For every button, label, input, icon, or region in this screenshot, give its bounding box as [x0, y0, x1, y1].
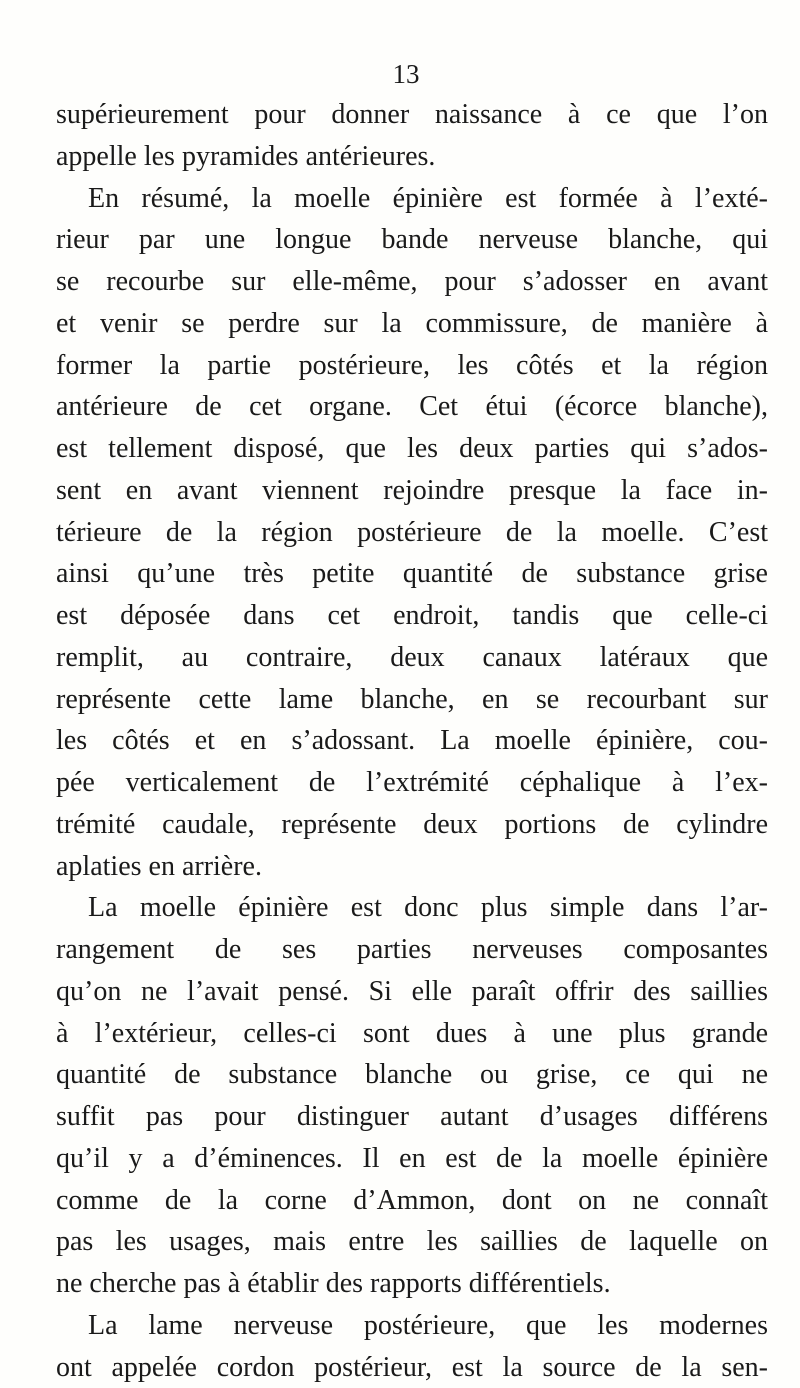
text-line: qu’il y a d’éminences. Il en est de la moelle épinière	[56, 1138, 768, 1180]
text-line: aplaties en arrière.	[56, 846, 768, 888]
text-line: ainsi qu’une très petite quantité de substance grise	[56, 553, 768, 595]
text-line: quantité de substance blanche ou grise, ce qui ne	[56, 1054, 768, 1096]
text-line: les côtés et en s’adossant. La moelle épinière, cou-	[56, 720, 768, 762]
text-line: former la partie postérieure, les côtés et la région	[56, 345, 768, 387]
text-line: se recourbe sur elle-même, pour s’adosser en avant	[56, 261, 768, 303]
text-line: à l’extérieur, celles-ci sont dues à une plus grande	[56, 1013, 768, 1055]
text-line: ne cherche pas à établir des rapports différentiels.	[56, 1263, 768, 1305]
text-line: ont appelée cordon postérieur, est la source de la sen-	[56, 1347, 768, 1388]
text-line: La lame nerveuse postérieure, que les modernes	[56, 1305, 768, 1347]
text-line: La moelle épinière est donc plus simple dans l’ar-	[56, 887, 768, 929]
page-number: 13	[0, 58, 800, 90]
text-line: est déposée dans cet endroit, tandis que celle-ci	[56, 595, 768, 637]
text-line: rieur par une longue bande nerveuse blanche, qui	[56, 219, 768, 261]
text-line: rangement de ses parties nerveuses composantes	[56, 929, 768, 971]
text-line: appelle les pyramides antérieures.	[56, 136, 768, 178]
text-line: représente cette lame blanche, en se recourbant sur	[56, 679, 768, 721]
text-line: sent en avant viennent rejoindre presque la face in-	[56, 470, 768, 512]
text-line: qu’on ne l’avait pensé. Si elle paraît offrir des saillies	[56, 971, 768, 1013]
text-line: trémité caudale, représente deux portions de cylindre	[56, 804, 768, 846]
text-line: antérieure de cet organe. Cet étui (écorce blanche),	[56, 386, 768, 428]
text-line: suffit pas pour distinguer autant d’usages différens	[56, 1096, 768, 1138]
text-line: comme de la corne d’Ammon, dont on ne connaît	[56, 1180, 768, 1222]
text-line: remplit, au contraire, deux canaux latéraux que	[56, 637, 768, 679]
text-line: est tellement disposé, que les deux parties qui s’ados-	[56, 428, 768, 470]
text-line: pas les usages, mais entre les saillies de laquelle on	[56, 1221, 768, 1263]
body-text	[56, 94, 768, 1388]
text-line: et venir se perdre sur la commissure, de manière à	[56, 303, 768, 345]
text-line: supérieurement pour donner naissance à ce que l’on	[56, 94, 768, 136]
text-line: pée verticalement de l’extrémité céphalique à l’ex-	[56, 762, 768, 804]
text-line: En résumé, la moelle épinière est formée à l’exté-	[56, 178, 768, 220]
text-line: térieure de la région postérieure de la moelle. C’est	[56, 512, 768, 554]
